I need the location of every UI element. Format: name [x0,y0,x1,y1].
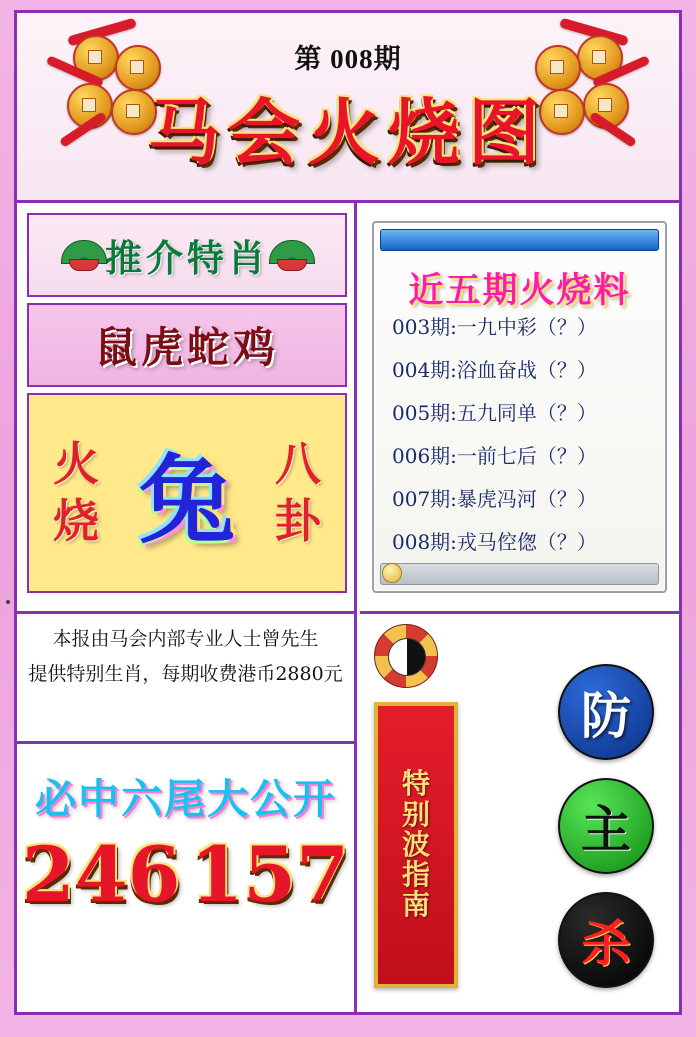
history-list [392,311,655,569]
list-item: 007期:暴虎冯河（？） [392,487,597,511]
header [17,13,679,203]
banner-char: 南 [401,888,430,922]
status-badge [558,664,654,760]
status-badge [558,778,654,874]
issue-number: 第 008期 [294,44,402,74]
zodiac-box [27,303,347,387]
notice-line-2: 提供特别生肖，每期收费港币2880元 [28,662,343,685]
bagua-left-chars: 火 烧 [53,436,100,548]
recommend-box [27,213,347,297]
lucky-number: 246 [21,830,181,919]
banner-char: 别 [401,797,430,831]
list-item: 006期:一前七后（？） [392,444,597,468]
lucky-box [17,741,357,1012]
banner-char: 特 [401,767,430,801]
zodiac-value: 鼠虎蛇鸡 [94,323,279,372]
lucky-numbers [17,830,354,919]
banner-char: 波 [401,827,430,861]
mid-section [17,203,679,611]
badge-label: 防 [581,686,631,745]
right-bottom-panel [360,611,679,1012]
lucky-number: 157 [190,830,350,919]
list-item: 008期:戎马倥偬（？） [392,530,597,554]
badge-label: 杀 [581,914,631,973]
bagua-right-chars: 八 卦 [274,436,321,548]
taiji-icon [374,624,438,688]
notice-line-1: 本报由马会内部专业人士曾先生 [52,628,319,650]
history-scroll-panel [372,221,667,593]
list-item: 004期:浴血奋战（？） [392,358,597,382]
circle-badges [551,664,661,988]
bagua-box [27,393,347,593]
notice-box [17,611,357,741]
banner-char: 指 [401,858,430,892]
vertical-banner [374,702,458,988]
fan-icon [269,240,313,270]
history-title: 近五期火烧料 [408,270,631,311]
list-item: 003期:一九中彩（？） [392,315,597,339]
status-badge [558,892,654,988]
recommend-label: 推介特肖 [105,236,269,280]
right-column [360,203,679,611]
fan-icon [61,240,105,270]
badge-label: 主 [581,800,631,859]
list-item: 005期:五九同单（？） [392,401,597,425]
scroll-top-bar [380,229,659,251]
lucky-title: 必中六尾大公开 [35,775,336,823]
bagua-center-zodiac: 兔 [138,443,235,557]
left-column [17,203,357,611]
poster-frame [14,10,682,1015]
left-margin-dot [6,600,10,604]
page-title: 马会火烧图 [147,90,548,175]
